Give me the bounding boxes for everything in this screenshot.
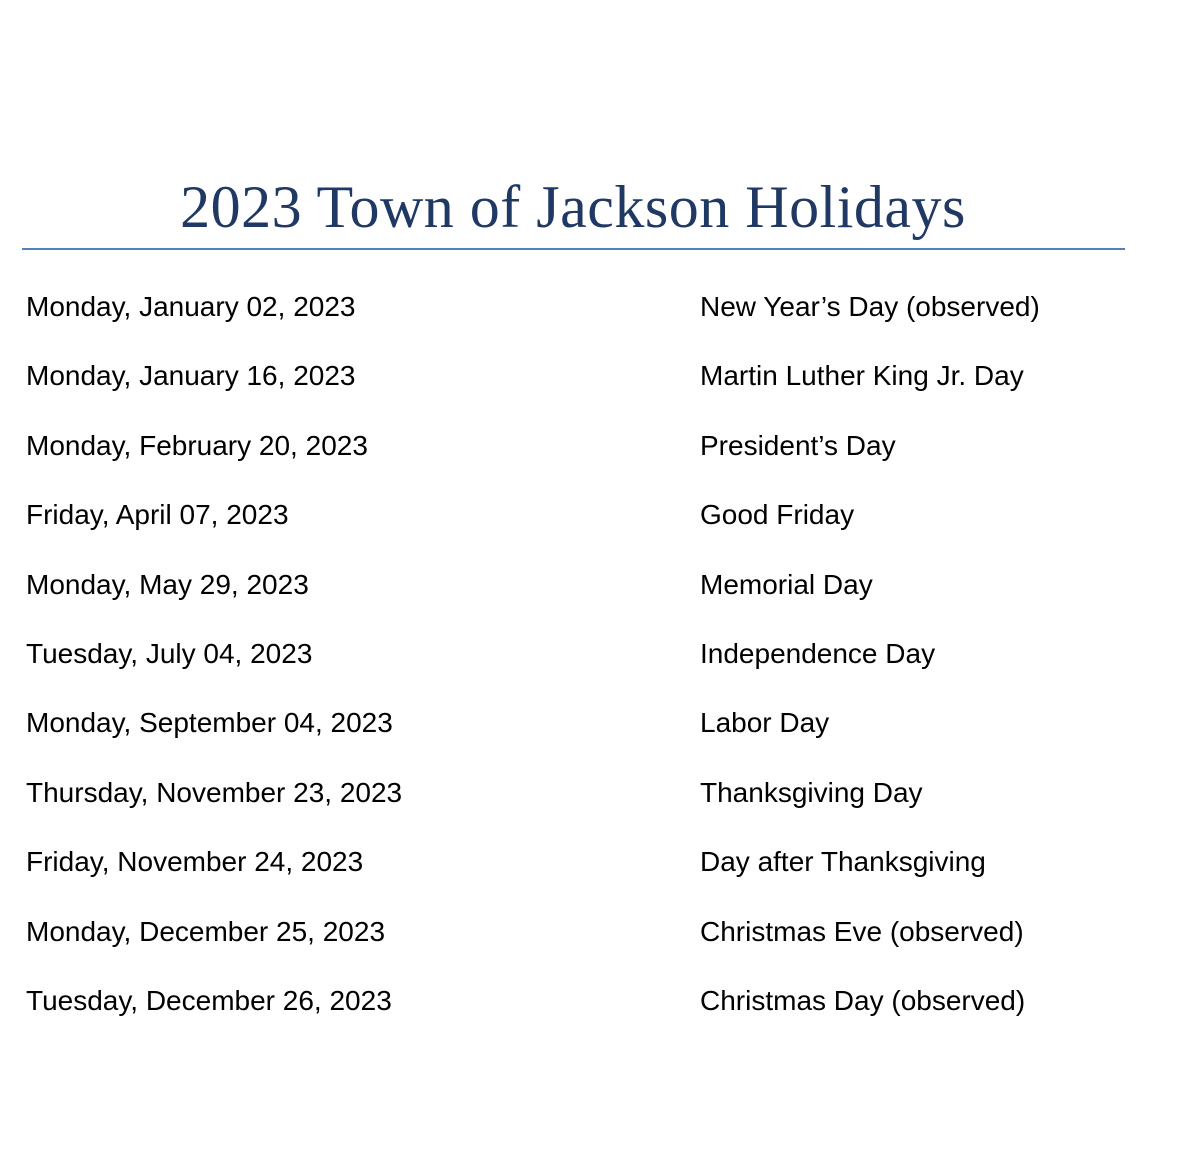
holiday-row	[0, 564, 1200, 633]
holiday-name: Labor Day	[700, 707, 830, 739]
holiday-date: Monday, September 04, 2023	[26, 707, 393, 739]
holiday-row	[0, 911, 1200, 980]
holiday-date: Tuesday, December 26, 2023	[26, 984, 392, 1016]
holiday-name: President’s Day	[700, 429, 896, 461]
holiday-name: Christmas Day (observed)	[700, 984, 1026, 1016]
holiday-row	[0, 702, 1200, 771]
document-title: 2023 Town of Jackson Holidays	[180, 174, 966, 240]
holiday-date: Friday, April 07, 2023	[26, 499, 289, 531]
holiday-date: Monday, January 16, 2023	[26, 360, 356, 392]
holiday-date: Monday, January 02, 2023	[26, 291, 356, 322]
holiday-row	[0, 772, 1200, 841]
holiday-name: Martin Luther King Jr. Day	[700, 360, 1024, 392]
holiday-name: New Year’s Day (observed)	[700, 291, 1040, 322]
holiday-date: Thursday, November 23, 2023	[26, 776, 403, 808]
holiday-name: Christmas Eve (observed)	[700, 915, 1024, 947]
holiday-name: Thanksgiving Day	[700, 776, 923, 808]
holiday-row	[0, 425, 1200, 494]
title-underline	[22, 248, 1125, 250]
holiday-name: Independence Day	[700, 637, 936, 669]
holiday-row	[0, 355, 1200, 424]
holiday-date: Monday, December 25, 2023	[26, 915, 386, 947]
holiday-date: Monday, May 29, 2023	[26, 568, 309, 600]
holiday-date: Monday, February 20, 2023	[26, 429, 368, 461]
holiday-name: Memorial Day	[700, 568, 873, 600]
holiday-row	[0, 841, 1200, 910]
holiday-row	[0, 980, 1200, 1049]
holiday-name: Day after Thanksgiving	[700, 846, 986, 878]
holiday-row	[0, 286, 1200, 355]
holiday-list	[0, 286, 1200, 1049]
holiday-row	[0, 494, 1200, 563]
holiday-row	[0, 633, 1200, 702]
holiday-date: Friday, November 24, 2023	[26, 846, 364, 878]
holiday-name: Good Friday	[700, 499, 855, 531]
holiday-date: Tuesday, July 04, 2023	[26, 637, 313, 669]
